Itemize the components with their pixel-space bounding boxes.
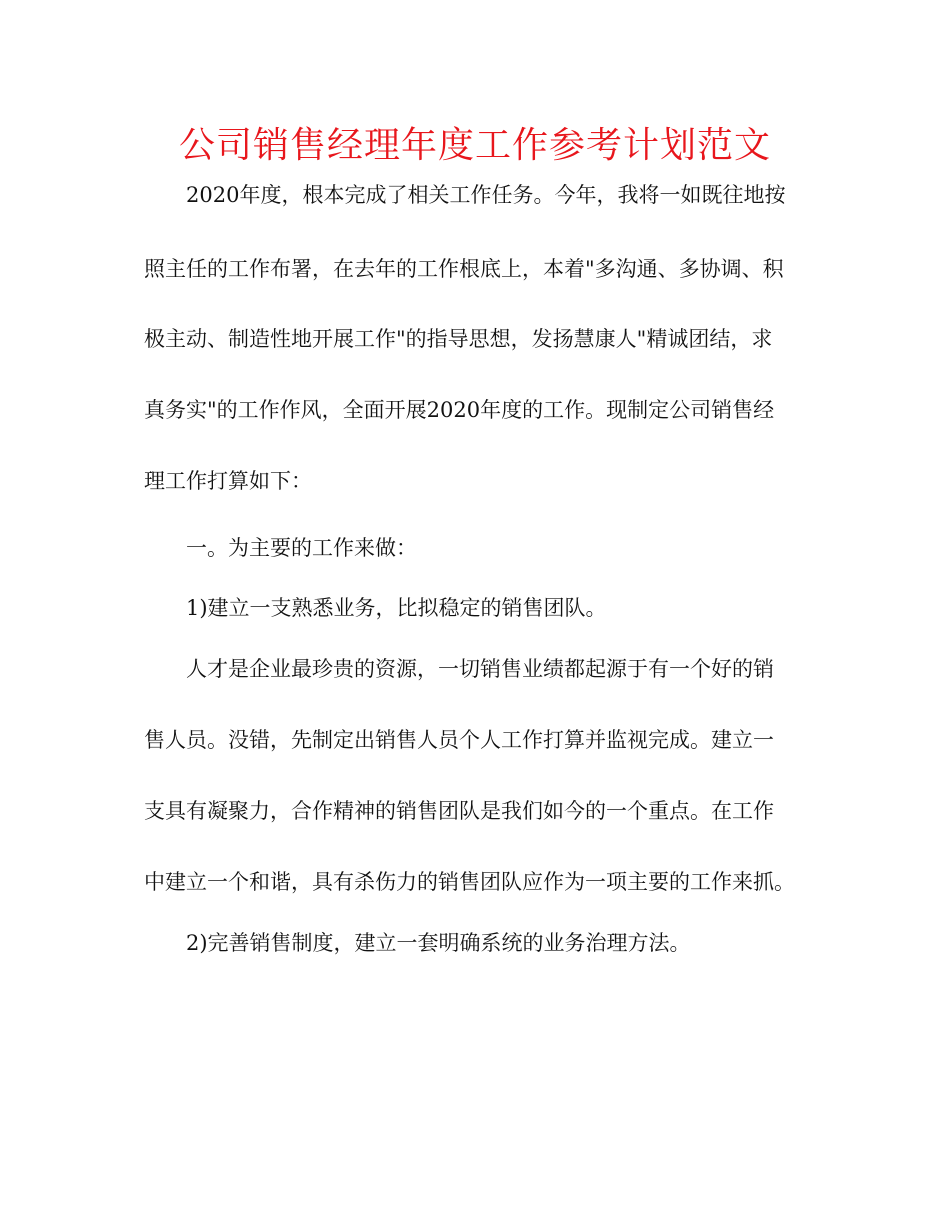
list-item: 2)完善销售制度，建立一套明确系统的业务治理方法。 (186, 931, 691, 955)
list-item: 1)建立一支熟悉业务，比拟稳定的销售团队。 (186, 596, 607, 620)
paragraph-line: 真务实"的工作作风，全面开展2020年度的工作。现制定公司销售经 (144, 398, 775, 422)
paragraph-line: 极主动、制造性地开展工作"的指导思想，发扬慧康人"精诚团结，求 (144, 327, 773, 351)
document-title: 公司销售经理年度工作参考计划范文 (178, 125, 771, 166)
paragraph-line: 2020年度，根本完成了相关工作任务。今年，我将一如既往地按 (186, 183, 786, 207)
paragraph-line: 照主任的工作布署，在去年的工作根底上，本着"多沟通、多协调、积 (144, 257, 784, 281)
paragraph-line: 中建立一个和谐，具有杀伤力的销售团队应作为一项主要的工作来抓。 (144, 870, 795, 894)
paragraph-line: 理工作打算如下： (144, 469, 312, 493)
section-heading: 一。为主要的工作来做： (186, 536, 417, 560)
paragraph-line: 售人员。没错，先制定出销售人员个人工作打算并监视完成。建立一 (144, 728, 774, 752)
paragraph-line: 支具有凝聚力，合作精神的销售团队是我们如今的一个重点。在工作 (144, 799, 774, 823)
paragraph-line: 人才是企业最珍贵的资源，一切销售业绩都起源于有一个好的销 (186, 657, 774, 681)
